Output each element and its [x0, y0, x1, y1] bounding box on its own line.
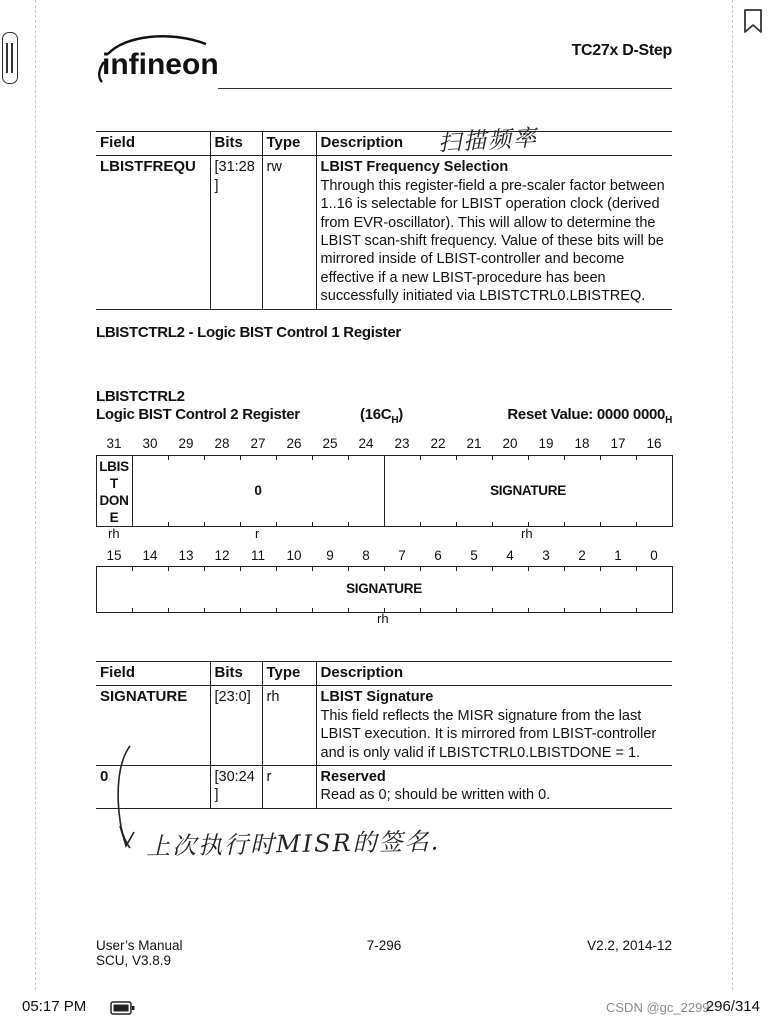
register-name: LBISTCTRL2 — [96, 388, 185, 405]
bit-tick — [276, 608, 277, 613]
bit-tick — [168, 566, 169, 571]
bit-tick — [564, 566, 565, 571]
bit-tick — [312, 522, 313, 527]
bits-text: [30:24 — [214, 769, 255, 786]
field-lbistdone — [96, 458, 132, 526]
table-header-row — [96, 662, 672, 686]
field-label-line: DON — [99, 493, 129, 508]
table-row — [96, 156, 672, 309]
field-label-line: E — [109, 510, 119, 525]
field-label-line: T — [110, 476, 118, 491]
field-description — [316, 686, 672, 766]
description-title: Reserved — [320, 769, 386, 786]
bit-tick — [204, 608, 205, 613]
bit-number: 11 — [250, 548, 265, 563]
bits-text-wrap: ] — [214, 177, 219, 194]
bit-tick — [492, 455, 493, 460]
bit-tick — [384, 455, 385, 460]
bit-tick — [204, 566, 205, 571]
description-title: LBIST Frequency Selection — [320, 159, 509, 176]
offset-subscript: H — [391, 415, 399, 426]
infineon-logo — [94, 34, 218, 97]
field-reserved-zero: 0 — [254, 483, 262, 498]
bit-tick — [636, 608, 637, 613]
battery-icon — [110, 1000, 136, 1021]
bit-tick — [240, 455, 241, 460]
field-bits — [210, 766, 262, 809]
table-row — [96, 686, 672, 766]
footer-manual: User’s Manual — [96, 938, 183, 953]
bookmark-icon[interactable] — [742, 8, 764, 39]
bit-tick — [420, 608, 421, 613]
bit-tick — [240, 608, 241, 613]
field-description — [316, 766, 672, 809]
bit-tick — [564, 522, 565, 527]
bit-tick — [636, 522, 637, 527]
bit-tick — [312, 608, 313, 613]
bit-tick — [348, 455, 349, 460]
bit-tick — [600, 566, 601, 571]
handwritten-note-bottom: 上次执行时MISR的签名. — [145, 827, 441, 861]
access-type: rh — [521, 526, 533, 541]
bit-number: 18 — [574, 436, 590, 451]
right-margin-guide — [732, 0, 733, 990]
page-indicator: 296/314 — [705, 998, 760, 1015]
bit-tick — [528, 455, 529, 460]
bit-tick — [456, 455, 457, 460]
bit-number: 28 — [214, 436, 230, 451]
bit-tick — [528, 566, 529, 571]
bit-number: 15 — [106, 548, 122, 563]
bit-tick — [492, 608, 493, 613]
bit-tick — [348, 566, 349, 571]
grip-line-icon — [6, 43, 8, 73]
bit-number: 9 — [326, 548, 334, 563]
bit-number: 31 — [106, 436, 122, 451]
bit-number: 17 — [610, 436, 626, 451]
bit-tick — [204, 455, 205, 460]
reset-subscript: H — [665, 415, 672, 426]
document-title: TC27x D-Step — [571, 42, 672, 59]
bit-tick — [132, 455, 133, 460]
bit-tick — [348, 522, 349, 527]
bit-number: 19 — [538, 436, 554, 451]
bit-number: 20 — [502, 436, 518, 451]
access-type: r — [255, 526, 260, 541]
col-header-bits: Bits — [210, 132, 262, 156]
register-reset-value — [498, 406, 672, 426]
bit-tick — [348, 608, 349, 613]
header-rule — [218, 88, 672, 89]
bit-number: 14 — [142, 548, 158, 563]
bit-tick — [636, 566, 637, 571]
access-type: rh — [377, 611, 389, 626]
description-line: LBIST scan-shift frequency. Value of these bits will be — [320, 233, 664, 250]
field-description — [316, 156, 672, 309]
bit-number: 5 — [470, 548, 478, 563]
sidebar-toggle-button[interactable] — [2, 32, 18, 84]
bit-tick — [564, 608, 565, 613]
bits-text: [31:28 — [214, 159, 255, 176]
field-name: 0 — [96, 766, 210, 809]
col-header-type: Type — [262, 132, 316, 156]
bit-number: 23 — [394, 436, 410, 451]
description-line: effective if a new LBIST-procedure has been — [320, 269, 606, 286]
bit-number: 25 — [322, 436, 338, 451]
bit-tick — [384, 522, 385, 527]
bit-tick — [276, 566, 277, 571]
register-offset — [360, 406, 403, 426]
bit-tick — [564, 455, 565, 460]
col-header-type: Type — [262, 662, 316, 686]
bit-tick — [312, 455, 313, 460]
watermark: CSDN @gc_2299 — [606, 1000, 710, 1015]
bit-tick — [420, 522, 421, 527]
bit-number: 8 — [362, 548, 370, 563]
bit-tick — [600, 455, 601, 460]
field-signature-upper: SIGNATURE — [490, 483, 566, 498]
bit-number: 22 — [430, 436, 446, 451]
bit-tick — [132, 608, 133, 613]
access-type: rh — [108, 526, 120, 541]
footer-version: SCU, V3.8.9 — [96, 953, 172, 968]
bit-tick — [600, 608, 601, 613]
bit-tick — [168, 522, 169, 527]
field-type: r — [262, 766, 316, 809]
bit-tick — [240, 566, 241, 571]
bit-tick — [456, 608, 457, 613]
field-table-2 — [96, 661, 672, 809]
col-header-bits: Bits — [210, 662, 262, 686]
handwritten-bracket-icon — [112, 742, 142, 854]
offset-close: ) — [398, 406, 403, 423]
field-signature-lower: SIGNATURE — [346, 581, 422, 596]
footer-page-number: 7-296 — [366, 938, 402, 953]
status-time: 05:17 PM — [22, 998, 87, 1015]
bit-tick — [132, 566, 133, 571]
offset-text: (16C — [360, 406, 392, 423]
col-header-description: Description — [316, 132, 672, 156]
bit-tick — [492, 566, 493, 571]
bit-number: 10 — [286, 548, 302, 563]
bit-tick — [204, 522, 205, 527]
field-bits — [210, 156, 262, 309]
bit-tick — [168, 455, 169, 460]
bit-number: 26 — [286, 436, 302, 451]
bit-number: 4 — [506, 548, 514, 563]
bit-tick — [600, 522, 601, 527]
bit-tick — [420, 455, 421, 460]
bit-tick — [132, 522, 133, 527]
bit-number: 7 — [398, 548, 406, 563]
description-line: 1..16 is selectable for LBIST operation clock (derived — [320, 196, 660, 213]
bit-tick — [276, 522, 277, 527]
bit-number: 30 — [142, 436, 158, 451]
bit-number: 24 — [358, 436, 374, 451]
bit-number: 2 — [578, 548, 586, 563]
description-line: successfully initiated via LBISTCTRL0.LBISTREQ. — [320, 288, 646, 305]
bit-number: 29 — [178, 436, 194, 451]
bit-number: 0 — [650, 548, 658, 563]
description-line: This field reflects the MISR signature from the last — [320, 707, 642, 724]
section-title: LBISTCTRL2 - Logic BIST Control 1 Register — [96, 324, 401, 341]
bit-number: 21 — [466, 436, 482, 451]
bit-number: 16 — [646, 436, 662, 451]
bit-tick — [636, 455, 637, 460]
table-row — [96, 766, 672, 809]
bit-tick — [420, 566, 421, 571]
handwritten-note-top: 扫描频率 — [437, 125, 539, 157]
left-margin-guide — [35, 0, 36, 990]
bit-tick — [312, 566, 313, 571]
bit-tick — [168, 608, 169, 613]
field-label-line: LBIS — [99, 459, 129, 474]
footer-date: V2.2, 2014-12 — [587, 938, 672, 953]
bit-tick — [240, 522, 241, 527]
bit-tick — [492, 522, 493, 527]
description-line: and is only valid if LBISTCTRL0.LBISTDONE = 1. — [320, 744, 641, 761]
col-header-field: Field — [96, 662, 210, 686]
field-type: rh — [262, 686, 316, 766]
bit-number: 13 — [178, 548, 194, 563]
description-line: Read as 0; should be written with 0. — [320, 787, 551, 804]
field-name: SIGNATURE — [96, 686, 210, 766]
bit-tick — [384, 566, 385, 571]
footer-left — [96, 938, 183, 968]
description-line: mirrored inside of LBIST-controller and become — [320, 251, 625, 268]
col-header-field: Field — [96, 132, 210, 156]
bit-number: 1 — [614, 548, 622, 563]
col-header-description: Description — [316, 662, 672, 686]
bit-number: 3 — [542, 548, 550, 563]
description-line: Through this register-field a pre-scaler factor between — [320, 177, 665, 194]
bit-tick — [528, 608, 529, 613]
register-long-name: Logic BIST Control 2 Register — [96, 406, 300, 423]
description-line: from EVR-oscillator). This will allow to determine the — [320, 214, 656, 231]
table-header-row — [96, 132, 672, 156]
bit-tick — [456, 522, 457, 527]
field-table-1 — [96, 131, 672, 310]
grip-line-icon — [11, 43, 13, 73]
description-line: LBIST execution. It is mirrored from LBIST-controller — [320, 726, 657, 743]
bit-tick — [456, 566, 457, 571]
field-bits: [23:0] — [210, 686, 262, 766]
reset-text: Reset Value: 0000 0000 — [507, 406, 666, 423]
bit-number: 27 — [250, 436, 266, 451]
field-name: LBISTFREQU — [96, 156, 210, 309]
description-title: LBIST Signature — [320, 689, 434, 706]
field-type: rw — [262, 156, 316, 309]
bit-number: 6 — [434, 548, 442, 563]
bit-number: 12 — [214, 548, 230, 563]
bits-text-wrap: ] — [214, 787, 219, 804]
svg-text:infineon: infineon — [102, 48, 218, 81]
bit-tick — [276, 455, 277, 460]
